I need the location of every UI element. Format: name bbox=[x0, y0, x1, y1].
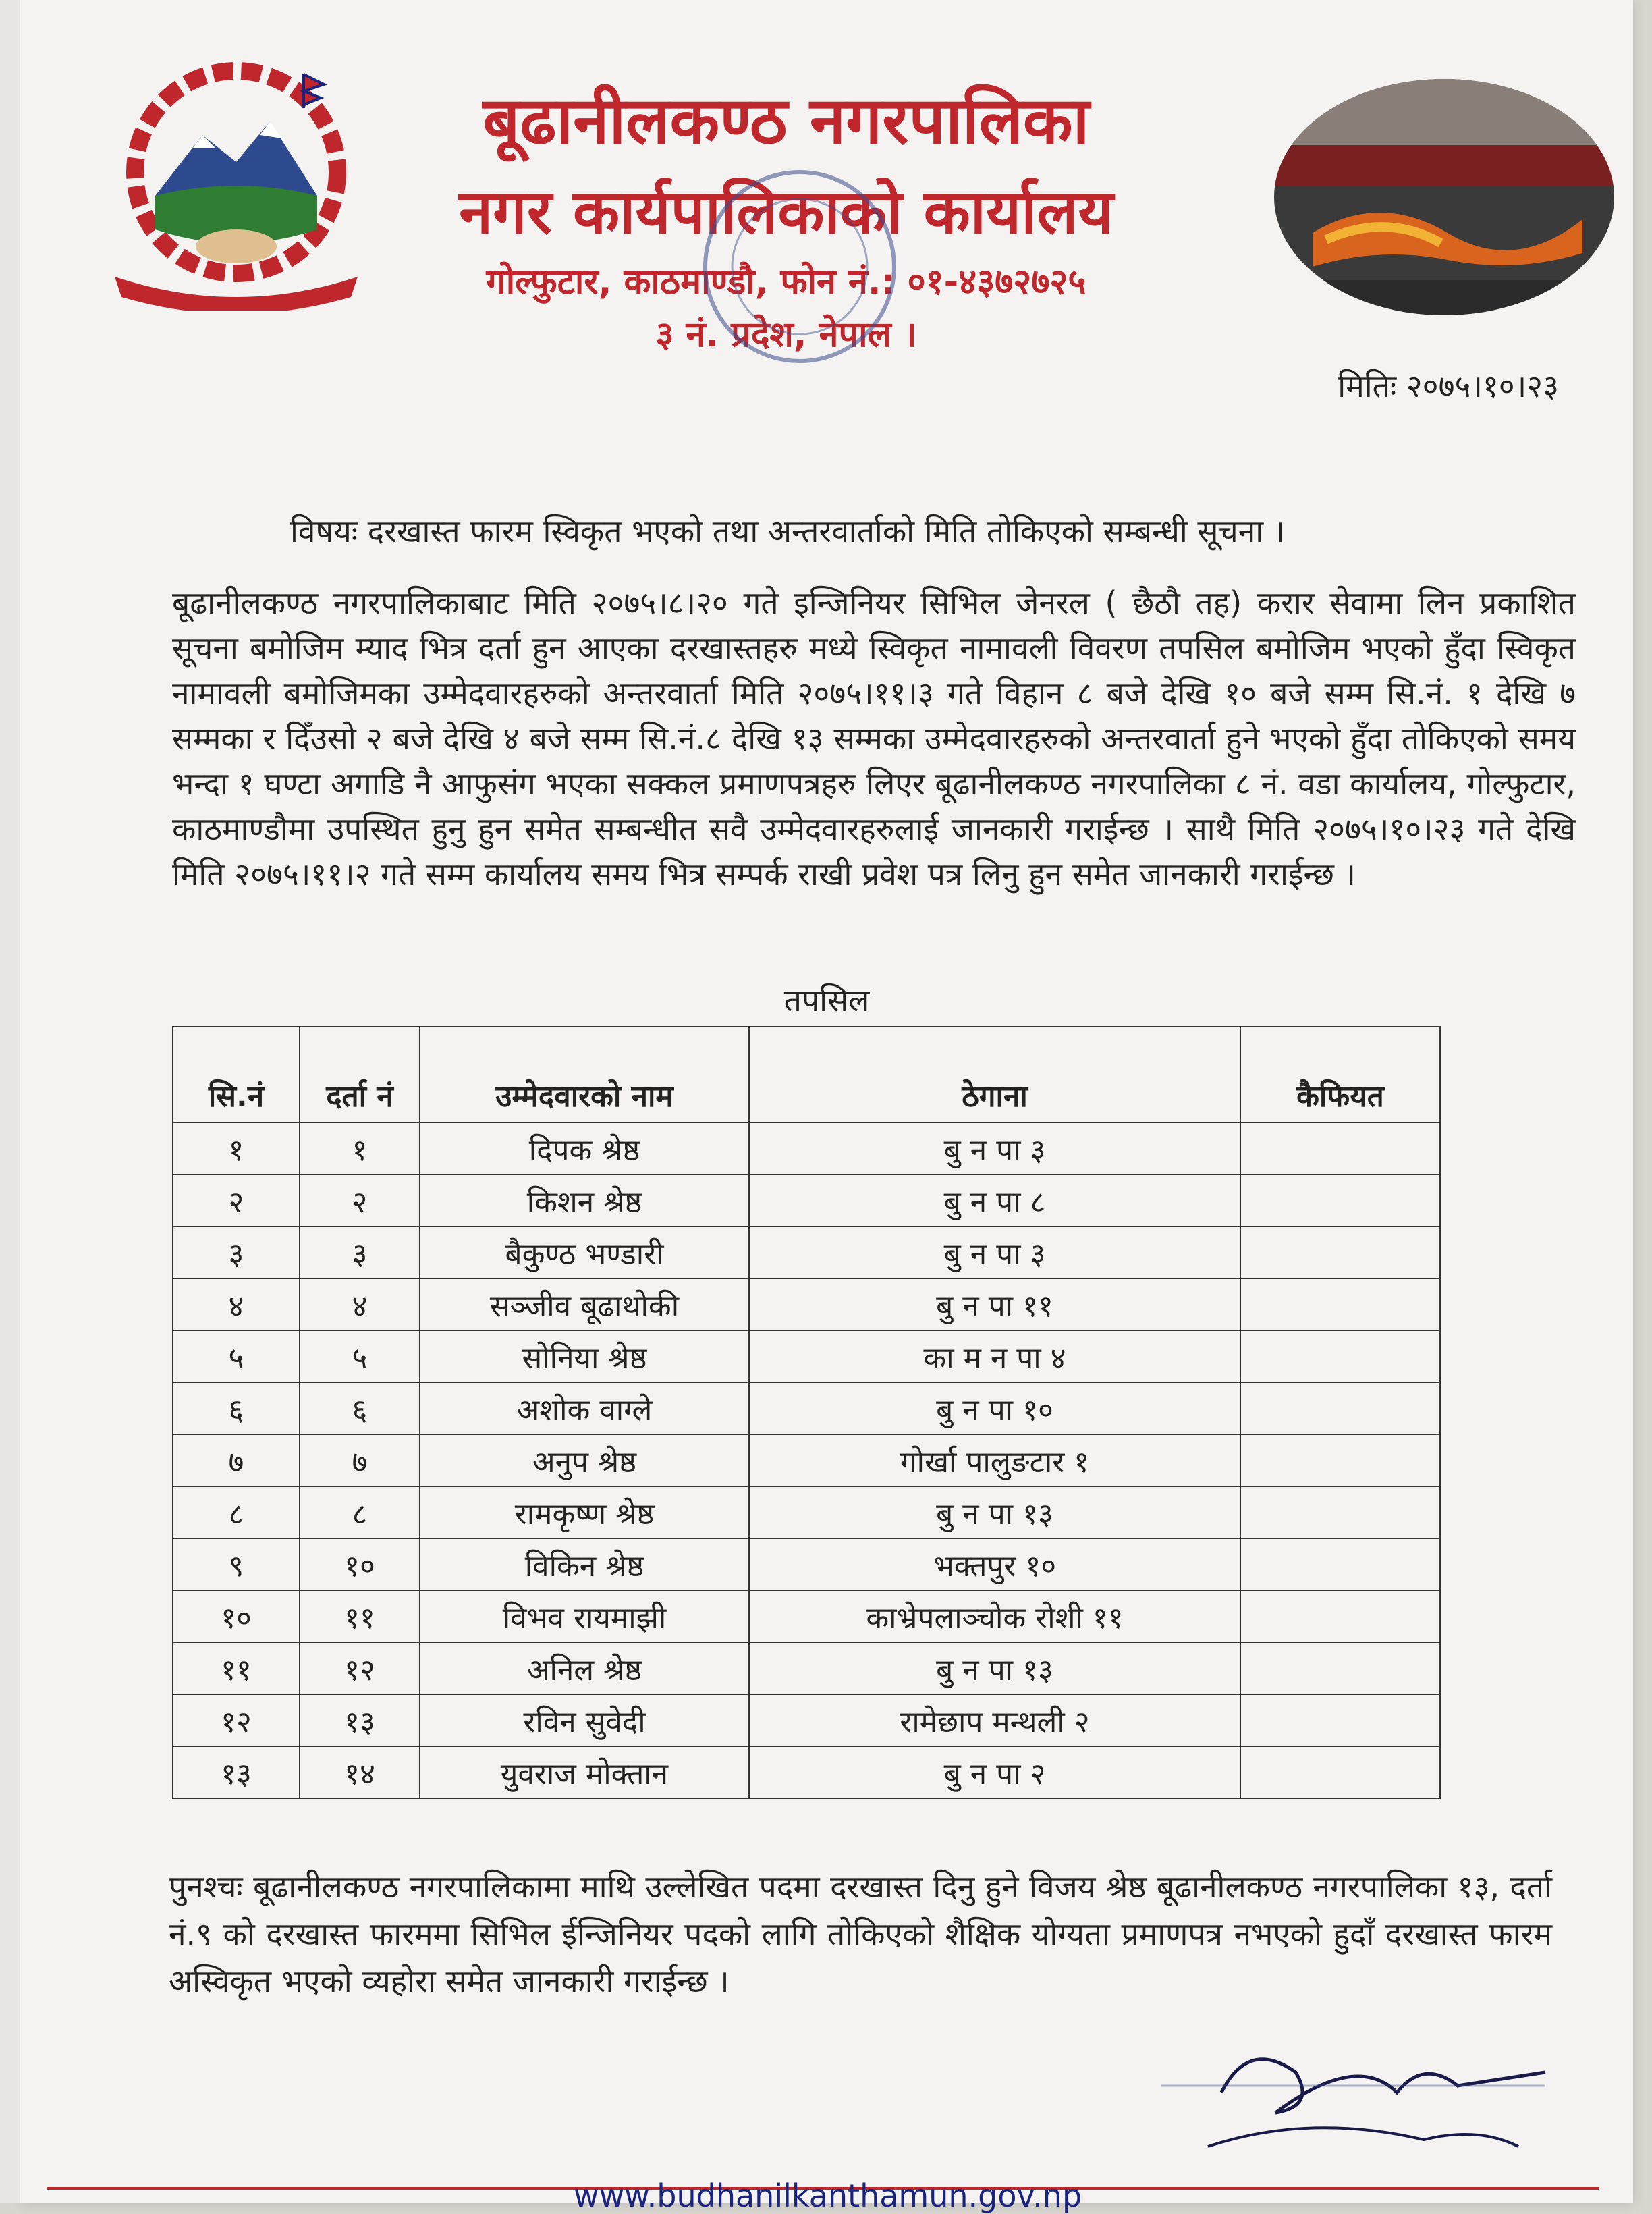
cell-name: अनुप श्रेष्ठ bbox=[420, 1434, 749, 1486]
cell-name: अनिल श्रेष्ठ bbox=[420, 1642, 749, 1694]
cell-remarks bbox=[1240, 1226, 1440, 1278]
table-row bbox=[173, 1746, 1440, 1798]
cell-serial: ११ bbox=[173, 1642, 300, 1694]
cell-remarks bbox=[1240, 1642, 1440, 1694]
cell-registration: १४ bbox=[300, 1746, 420, 1798]
cell-address: बु न पा १३ bbox=[749, 1642, 1240, 1694]
cell-serial: ३ bbox=[173, 1226, 300, 1278]
cell-remarks bbox=[1240, 1123, 1440, 1174]
cell-remarks bbox=[1240, 1538, 1440, 1590]
table-row bbox=[173, 1174, 1440, 1226]
cell-remarks bbox=[1240, 1382, 1440, 1434]
table-title: तपसिल bbox=[783, 982, 870, 1019]
table-row bbox=[173, 1226, 1440, 1278]
cell-serial: १२ bbox=[173, 1694, 300, 1746]
cell-remarks bbox=[1240, 1174, 1440, 1226]
col-address: ठेगाना bbox=[749, 1027, 1240, 1123]
cell-registration: ८ bbox=[300, 1486, 420, 1538]
notice-date: मितिः २०७५।१०।२३ bbox=[1338, 368, 1559, 404]
cell-serial: २ bbox=[173, 1174, 300, 1226]
table-row bbox=[173, 1382, 1440, 1434]
cell-address: बु न पा ११ bbox=[749, 1278, 1240, 1330]
cell-remarks bbox=[1240, 1278, 1440, 1330]
cell-name: बैकुण्ठ भण्डारी bbox=[420, 1226, 749, 1278]
cell-name: किशन श्रेष्ठ bbox=[420, 1174, 749, 1226]
office-name: नगर कार्यपालिकाको कार्यालय bbox=[459, 177, 1113, 248]
cell-remarks bbox=[1240, 1330, 1440, 1382]
notice-body: बूढानीलकण्ठ नगरपालिकाबाट मिति २०७५।८।२० गते इन्जिनियर सिभिल जेनरल ( छैठौ तह) करार सेवामा लिन प्रकाशित सूचना बमोजिम म्याद भित्र दर्ता हुन आएका दरखास्तहरु मध्ये स्विकृत नामावली विवरण तपसिल बमोजिम भएको हुँदा स्विकृत नामावली बमोजिमका उम्मेदवारहरुको अन्तरवार्ता मिति २०७५।११।३ गते विहान ८ बजे देखि १० बजे सम्म सि.नं. १ देखि ७ सम्मका र दिँउसो २ बजे देखि ४ बजे सम्म सि.नं.८ देखि १३ सम्मका उम्मेदवारहरुको अन्तरवार्ता हुने भएको हुँदा तोकिएको समय भन्दा १ घण्टा अगाडि नै आफुसंग भएका सक्कल प्रमाणपत्रहरु लिएर बूढानीलकण्ठ नगरपालिका ८ नं. वडा कार्यालय, गोल्फुटार, काठमाण्डौमा उपस्थित हुनु हुन समेत सम्बन्धीत सवै उम्मेदवारहरुलाई जानकारी गराईन्छ । साथै मिति २०७५।१०।२३ गते देखि मिति २०७५।११।२ गते सम्म कार्यालय समय भित्र सम्पर्क राखी प्रवेश पत्र लिनु हुन समेत जानकारी गराईन्छ । bbox=[172, 585, 1576, 892]
postscript: पुनश्चः बूढानीलकण्ठ नगरपालिकामा माथि उल्लेखित पदमा दरखास्त दिनु हुने विजय श्रेष्ठ बूढानीलकण्ठ नगरपालिका १३, दर्ता नं.९ को दरखास्त फारममा सिभिल ईन्जिनियर पदको लागि तोकिएको शैक्षिक योग्यता प्रमाणपत्र नभएको हुदाँ दरखास्त फारम अस्विकृत भएको व्यहोरा समेत जानकारी गराईन्छ । bbox=[169, 1868, 1552, 1999]
cell-name: रामकृष्ण श्रेष्ठ bbox=[420, 1486, 749, 1538]
cell-address: बु न पा ३ bbox=[749, 1123, 1240, 1174]
cell-address: भक्तपुर १० bbox=[749, 1538, 1240, 1590]
cell-name: रविन सुवेदी bbox=[420, 1694, 749, 1746]
notice-page bbox=[20, 0, 1633, 2214]
cell-serial: ६ bbox=[173, 1382, 300, 1434]
cell-address: का म न पा ४ bbox=[749, 1330, 1240, 1382]
cell-registration: ५ bbox=[300, 1330, 420, 1382]
province-line: ३ नं. प्रदेश, नेपाल । bbox=[655, 315, 917, 355]
cell-name: युवराज मोक्तान bbox=[420, 1746, 749, 1798]
table-row bbox=[173, 1694, 1440, 1746]
cell-name: विभव रायमाझी bbox=[420, 1590, 749, 1642]
col-serial: सि.नं bbox=[173, 1027, 300, 1123]
cell-serial: ७ bbox=[173, 1434, 300, 1486]
table-row bbox=[173, 1486, 1440, 1538]
cell-remarks bbox=[1240, 1590, 1440, 1642]
table-body bbox=[173, 1123, 1440, 1798]
cell-registration: १० bbox=[300, 1538, 420, 1590]
cell-serial: ५ bbox=[173, 1330, 300, 1382]
notice-subject: विषयः दरखास्त फारम स्विकृत भएको तथा अन्तरवार्ताको मिति तोकिएको सम्बन्धी सूचना । bbox=[290, 513, 1286, 549]
cell-address: बु न पा २ bbox=[749, 1746, 1240, 1798]
cell-name: दिपक श्रेष्ठ bbox=[420, 1123, 749, 1174]
signature-icon bbox=[1140, 2012, 1572, 2187]
cell-address: बु न पा १३ bbox=[749, 1486, 1240, 1538]
table-row bbox=[173, 1642, 1440, 1694]
table-row bbox=[173, 1278, 1440, 1330]
cell-registration: ३ bbox=[300, 1226, 420, 1278]
address-phone: गोल्फुटार, काठमाण्डौ, फोन नं.: ०१-४३७२७२५ bbox=[486, 262, 1086, 302]
temple-photo-icon bbox=[1272, 78, 1616, 317]
cell-registration: १३ bbox=[300, 1694, 420, 1746]
table-row bbox=[173, 1330, 1440, 1382]
cell-remarks bbox=[1240, 1694, 1440, 1746]
cell-address: बु न पा १० bbox=[749, 1382, 1240, 1434]
table-row bbox=[173, 1434, 1440, 1486]
cell-address: गोर्खा पालुङटार १ bbox=[749, 1434, 1240, 1486]
cell-remarks bbox=[1240, 1486, 1440, 1538]
candidate-table bbox=[172, 1026, 1441, 1799]
office-stamp-icon bbox=[688, 155, 911, 378]
cell-registration: १ bbox=[300, 1123, 420, 1174]
cell-remarks bbox=[1240, 1746, 1440, 1798]
cell-name: अशोक वाग्ले bbox=[420, 1382, 749, 1434]
cell-serial: १० bbox=[173, 1590, 300, 1642]
table-row bbox=[173, 1538, 1440, 1590]
cell-address: बु न पा ३ bbox=[749, 1226, 1240, 1278]
cell-serial: १३ bbox=[173, 1746, 300, 1798]
cell-address: काभ्रेपलाञ्चोक रोशी ११ bbox=[749, 1590, 1240, 1642]
cell-serial: ९ bbox=[173, 1538, 300, 1590]
cell-address: बु न पा ८ bbox=[749, 1174, 1240, 1226]
cell-registration: ६ bbox=[300, 1382, 420, 1434]
footer-website: www.budhanilkanthamun.gov.np bbox=[574, 2178, 1082, 2214]
cell-serial: ४ bbox=[173, 1278, 300, 1330]
cell-serial: ८ bbox=[173, 1486, 300, 1538]
cell-name: सोनिया श्रेष्ठ bbox=[420, 1330, 749, 1382]
cell-registration: २ bbox=[300, 1174, 420, 1226]
cell-registration: १२ bbox=[300, 1642, 420, 1694]
cell-remarks bbox=[1240, 1434, 1440, 1486]
table-row bbox=[173, 1123, 1440, 1174]
cell-serial: १ bbox=[173, 1123, 300, 1174]
col-registration: दर्ता नं bbox=[300, 1027, 420, 1123]
col-remarks: कैफियत bbox=[1240, 1027, 1440, 1123]
cell-name: विकिन श्रेष्ठ bbox=[420, 1538, 749, 1590]
cell-registration: ७ bbox=[300, 1434, 420, 1486]
cell-registration: ११ bbox=[300, 1590, 420, 1642]
col-name: उम्मेदवारको नाम bbox=[420, 1027, 749, 1123]
cell-registration: ४ bbox=[300, 1278, 420, 1330]
table-row bbox=[173, 1590, 1440, 1642]
cell-name: सञ्जीव बूढाथोकी bbox=[420, 1278, 749, 1330]
cell-address: रामेछाप मन्थली २ bbox=[749, 1694, 1240, 1746]
table-header-row bbox=[173, 1027, 1440, 1123]
municipality-name: बूढानीलकण्ठ नगरपालिका bbox=[483, 83, 1090, 159]
